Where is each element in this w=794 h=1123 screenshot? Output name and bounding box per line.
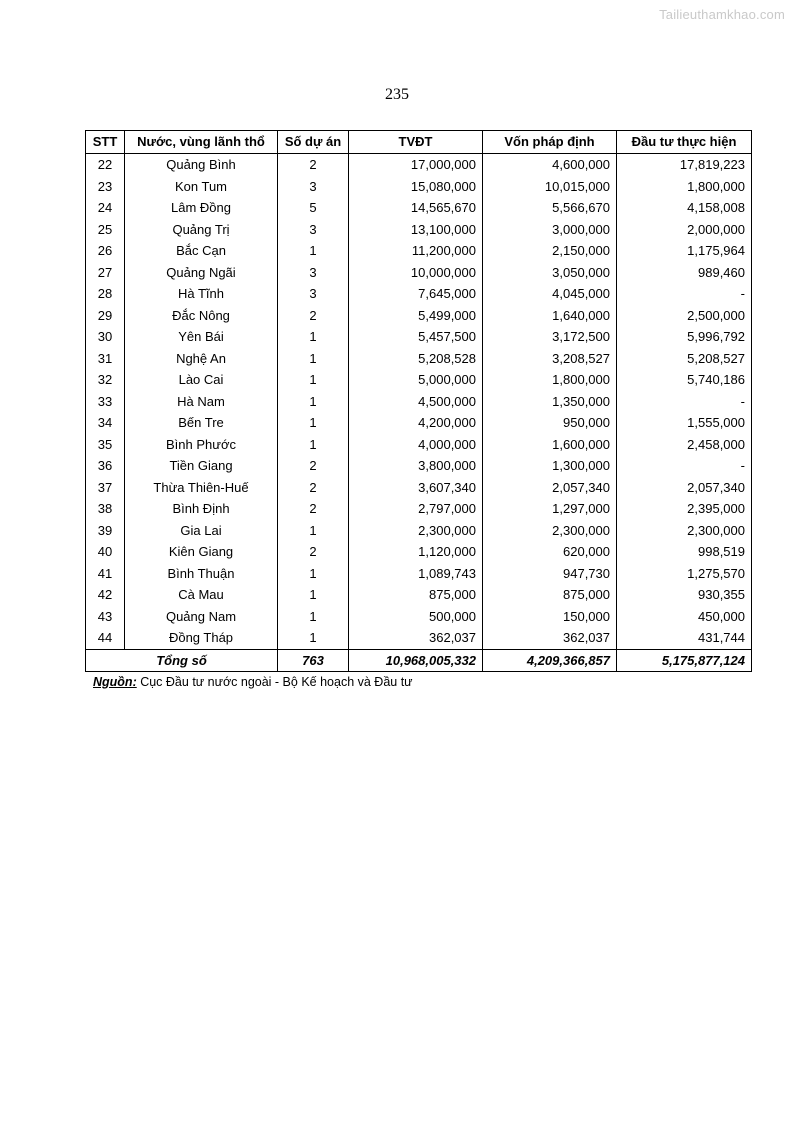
cell-legal-capital: 950,000 — [483, 412, 617, 434]
cell-tvdt: 5,457,500 — [349, 326, 483, 348]
table-row — [86, 283, 752, 305]
cell-legal-capital: 362,037 — [483, 627, 617, 649]
cell-country: Quảng Ngãi — [125, 262, 278, 284]
cell-country: Kon Tum — [125, 176, 278, 198]
total-legal-capital: 4,209,366,857 — [483, 649, 617, 672]
cell-implemented: 450,000 — [617, 606, 752, 628]
cell-legal-capital: 2,057,340 — [483, 477, 617, 499]
cell-stt: 28 — [86, 283, 125, 305]
table-row — [86, 606, 752, 628]
cell-implemented: 1,555,000 — [617, 412, 752, 434]
cell-country: Hà Nam — [125, 391, 278, 413]
page-number: 235 — [385, 86, 409, 103]
cell-legal-capital: 3,050,000 — [483, 262, 617, 284]
table-row — [86, 326, 752, 348]
cell-tvdt: 4,000,000 — [349, 434, 483, 456]
table-row — [86, 498, 752, 520]
cell-tvdt: 3,607,340 — [349, 477, 483, 499]
cell-legal-capital: 3,208,527 — [483, 348, 617, 370]
cell-implemented: 431,744 — [617, 627, 752, 649]
cell-projects: 1 — [278, 606, 349, 628]
table-row — [86, 262, 752, 284]
table-row — [86, 584, 752, 606]
cell-stt: 22 — [86, 154, 125, 176]
cell-implemented: - — [617, 455, 752, 477]
cell-projects: 1 — [278, 369, 349, 391]
cell-projects: 3 — [278, 219, 349, 241]
cell-tvdt: 7,645,000 — [349, 283, 483, 305]
cell-implemented: 1,175,964 — [617, 240, 752, 262]
table-row — [86, 563, 752, 585]
cell-legal-capital: 1,800,000 — [483, 369, 617, 391]
cell-projects: 1 — [278, 240, 349, 262]
total-label: Tổng số — [86, 649, 278, 672]
cell-tvdt: 5,000,000 — [349, 369, 483, 391]
cell-implemented: 998,519 — [617, 541, 752, 563]
header-implemented: Đầu tư thực hiện — [617, 131, 752, 154]
cell-legal-capital: 4,045,000 — [483, 283, 617, 305]
cell-legal-capital: 150,000 — [483, 606, 617, 628]
cell-country: Bắc Cạn — [125, 240, 278, 262]
table-row — [86, 391, 752, 413]
cell-country: Cà Mau — [125, 584, 278, 606]
table-row — [86, 348, 752, 370]
cell-tvdt: 5,208,528 — [349, 348, 483, 370]
cell-implemented: 2,500,000 — [617, 305, 752, 327]
cell-tvdt: 11,200,000 — [349, 240, 483, 262]
cell-tvdt: 14,565,670 — [349, 197, 483, 219]
cell-implemented: 2,395,000 — [617, 498, 752, 520]
cell-projects: 1 — [278, 584, 349, 606]
header-stt: STT — [86, 131, 125, 154]
cell-stt: 27 — [86, 262, 125, 284]
cell-projects: 3 — [278, 283, 349, 305]
cell-implemented: 2,300,000 — [617, 520, 752, 542]
cell-country: Bình Thuận — [125, 563, 278, 585]
cell-stt: 39 — [86, 520, 125, 542]
cell-country: Kiên Giang — [125, 541, 278, 563]
cell-legal-capital: 1,640,000 — [483, 305, 617, 327]
cell-implemented: 5,740,186 — [617, 369, 752, 391]
cell-legal-capital: 947,730 — [483, 563, 617, 585]
cell-tvdt: 1,089,743 — [349, 563, 483, 585]
cell-country: Bình Định — [125, 498, 278, 520]
cell-implemented: - — [617, 391, 752, 413]
total-projects: 763 — [278, 649, 349, 672]
cell-country: Hà Tĩnh — [125, 283, 278, 305]
source-text: Cục Đầu tư nước ngoài - Bộ Kế hoạch và Đầu tư — [136, 675, 413, 689]
table-row — [86, 520, 752, 542]
header-tvdt: TVĐT — [349, 131, 483, 154]
cell-country: Lào Cai — [125, 369, 278, 391]
total-implemented: 5,175,877,124 — [617, 649, 752, 672]
table-row — [86, 434, 752, 456]
table-row — [86, 412, 752, 434]
cell-legal-capital: 1,350,000 — [483, 391, 617, 413]
cell-tvdt: 2,300,000 — [349, 520, 483, 542]
cell-country: Đồng Tháp — [125, 627, 278, 649]
watermark: Tailieuthamkhao.com — [659, 7, 785, 22]
cell-projects: 1 — [278, 326, 349, 348]
cell-legal-capital: 5,566,670 — [483, 197, 617, 219]
cell-legal-capital: 1,600,000 — [483, 434, 617, 456]
cell-implemented: 2,000,000 — [617, 219, 752, 241]
cell-projects: 1 — [278, 520, 349, 542]
cell-tvdt: 4,500,000 — [349, 391, 483, 413]
cell-tvdt: 13,100,000 — [349, 219, 483, 241]
cell-stt: 24 — [86, 197, 125, 219]
cell-implemented: 5,996,792 — [617, 326, 752, 348]
cell-country: Gia Lai — [125, 520, 278, 542]
cell-implemented: 2,057,340 — [617, 477, 752, 499]
table-row — [86, 154, 752, 176]
source-label: Nguồn: — [93, 675, 137, 689]
table-row — [86, 305, 752, 327]
cell-country: Đắc Nông — [125, 305, 278, 327]
cell-projects: 2 — [278, 477, 349, 499]
cell-stt: 44 — [86, 627, 125, 649]
cell-tvdt: 17,000,000 — [349, 154, 483, 176]
cell-legal-capital: 4,600,000 — [483, 154, 617, 176]
cell-country: Quảng Trị — [125, 219, 278, 241]
cell-legal-capital: 620,000 — [483, 541, 617, 563]
cell-country: Bến Tre — [125, 412, 278, 434]
header-legal-capital: Vốn pháp định — [483, 131, 617, 154]
table-row — [86, 541, 752, 563]
total-tvdt: 10,968,005,332 — [349, 649, 483, 672]
cell-tvdt: 875,000 — [349, 584, 483, 606]
cell-implemented: 1,800,000 — [617, 176, 752, 198]
cell-legal-capital: 1,300,000 — [483, 455, 617, 477]
header-country: Nước, vùng lãnh thổ — [125, 131, 278, 154]
header-projects: Số dự án — [278, 131, 349, 154]
cell-tvdt: 3,800,000 — [349, 455, 483, 477]
cell-implemented: 1,275,570 — [617, 563, 752, 585]
cell-stt: 31 — [86, 348, 125, 370]
table-row — [86, 627, 752, 649]
cell-legal-capital: 2,150,000 — [483, 240, 617, 262]
cell-projects: 3 — [278, 262, 349, 284]
cell-country: Quảng Bình — [125, 154, 278, 176]
cell-stt: 40 — [86, 541, 125, 563]
cell-country: Lâm Đồng — [125, 197, 278, 219]
cell-implemented: 2,458,000 — [617, 434, 752, 456]
table-body — [86, 154, 752, 650]
cell-stt: 36 — [86, 455, 125, 477]
table-row — [86, 369, 752, 391]
cell-implemented: - — [617, 283, 752, 305]
cell-projects: 2 — [278, 305, 349, 327]
cell-projects: 1 — [278, 563, 349, 585]
cell-projects: 3 — [278, 176, 349, 198]
table-header-row — [86, 131, 752, 154]
cell-tvdt: 5,499,000 — [349, 305, 483, 327]
cell-implemented: 5,208,527 — [617, 348, 752, 370]
cell-country: Yên Bái — [125, 326, 278, 348]
cell-tvdt: 362,037 — [349, 627, 483, 649]
cell-stt: 23 — [86, 176, 125, 198]
cell-projects: 1 — [278, 434, 349, 456]
cell-tvdt: 2,797,000 — [349, 498, 483, 520]
cell-projects: 2 — [278, 498, 349, 520]
table-row — [86, 176, 752, 198]
cell-projects: 1 — [278, 627, 349, 649]
cell-projects: 5 — [278, 197, 349, 219]
cell-stt: 38 — [86, 498, 125, 520]
cell-implemented: 989,460 — [617, 262, 752, 284]
cell-stt: 30 — [86, 326, 125, 348]
table-row — [86, 219, 752, 241]
cell-stt: 29 — [86, 305, 125, 327]
table-row — [86, 455, 752, 477]
cell-projects: 1 — [278, 412, 349, 434]
cell-stt: 26 — [86, 240, 125, 262]
cell-projects: 2 — [278, 541, 349, 563]
table-row — [86, 197, 752, 219]
cell-implemented: 17,819,223 — [617, 154, 752, 176]
fdi-table — [85, 130, 752, 672]
cell-stt: 37 — [86, 477, 125, 499]
cell-legal-capital: 10,015,000 — [483, 176, 617, 198]
cell-stt: 33 — [86, 391, 125, 413]
cell-stt: 35 — [86, 434, 125, 456]
cell-country: Thừa Thiên-Huế — [125, 477, 278, 499]
cell-tvdt: 4,200,000 — [349, 412, 483, 434]
cell-projects: 1 — [278, 348, 349, 370]
cell-tvdt: 10,000,000 — [349, 262, 483, 284]
cell-country: Nghệ An — [125, 348, 278, 370]
cell-legal-capital: 3,000,000 — [483, 219, 617, 241]
cell-stt: 34 — [86, 412, 125, 434]
table-row — [86, 477, 752, 499]
cell-projects: 2 — [278, 455, 349, 477]
cell-country: Tiền Giang — [125, 455, 278, 477]
cell-country: Quảng Nam — [125, 606, 278, 628]
cell-stt: 25 — [86, 219, 125, 241]
cell-projects: 2 — [278, 154, 349, 176]
source-note — [93, 675, 413, 689]
cell-legal-capital: 1,297,000 — [483, 498, 617, 520]
cell-tvdt: 500,000 — [349, 606, 483, 628]
cell-country: Bình Phước — [125, 434, 278, 456]
cell-legal-capital: 2,300,000 — [483, 520, 617, 542]
cell-implemented: 4,158,008 — [617, 197, 752, 219]
cell-stt: 41 — [86, 563, 125, 585]
cell-tvdt: 15,080,000 — [349, 176, 483, 198]
cell-legal-capital: 875,000 — [483, 584, 617, 606]
cell-stt: 42 — [86, 584, 125, 606]
cell-tvdt: 1,120,000 — [349, 541, 483, 563]
cell-stt: 43 — [86, 606, 125, 628]
cell-stt: 32 — [86, 369, 125, 391]
cell-legal-capital: 3,172,500 — [483, 326, 617, 348]
table-row — [86, 240, 752, 262]
cell-implemented: 930,355 — [617, 584, 752, 606]
cell-projects: 1 — [278, 391, 349, 413]
total-row — [86, 649, 752, 672]
